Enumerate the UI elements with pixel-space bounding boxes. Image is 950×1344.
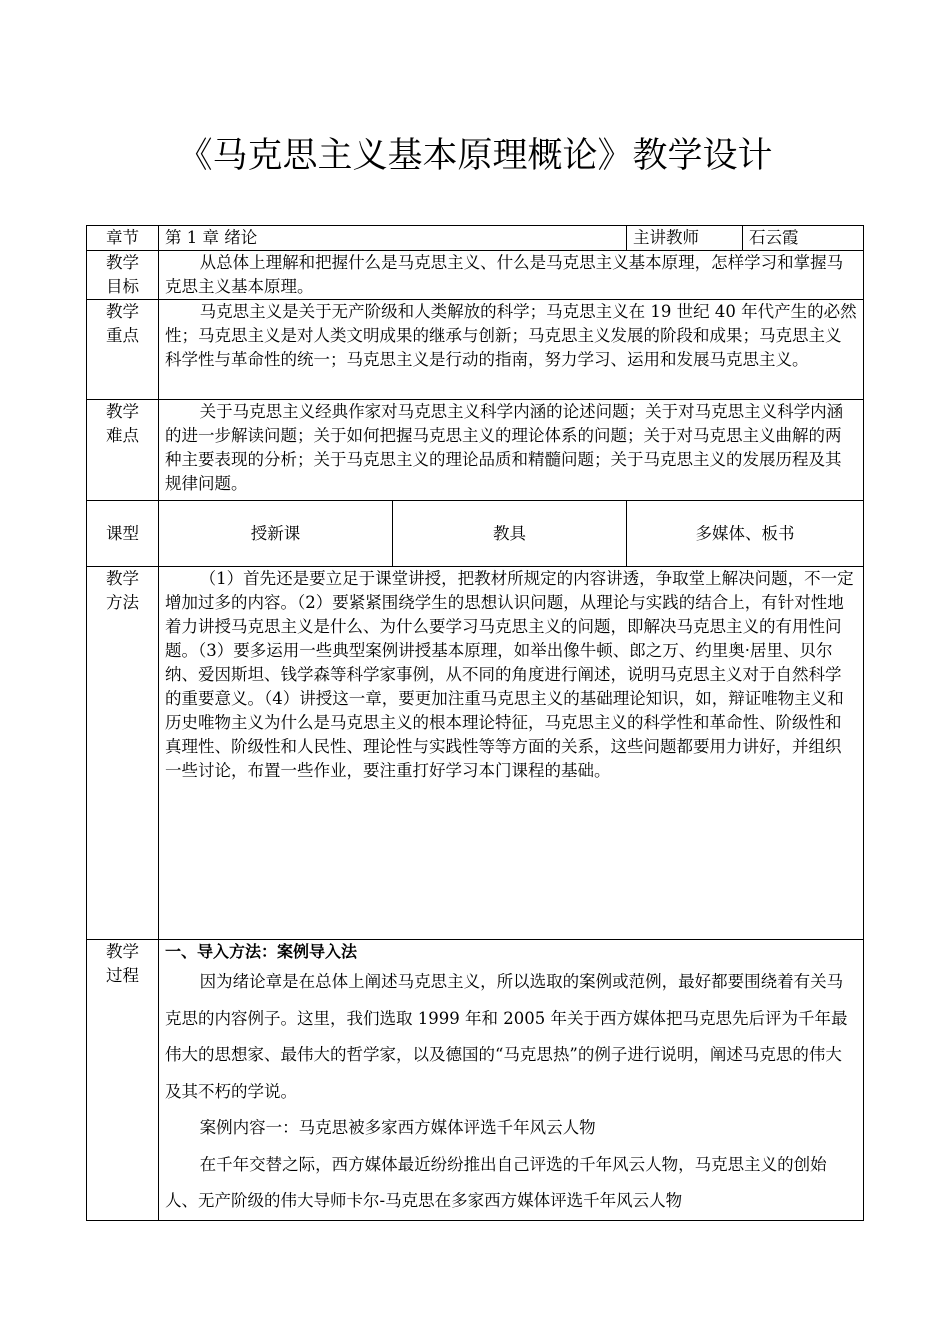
difficulties-label: 教学 难点 (87, 400, 159, 501)
process-heading: 一、导入方法：案例导入法 (165, 942, 358, 961)
methods-text: （1）首先还是要立足于课堂讲授，把教材所规定的内容讲透，争取堂上解决问题，不一定增加过多的内容。（2）要紧紧围绕学生的思想认识问题，从理论与实践的结合上，有针对性地着力讲授马克思主义是什么、为什么要学习马克思主义的问题，即解决马克思主义的有用性问题。（3）要多运用一些典型案例讲授基本原理，如举出像牛顿、郎之万、约里奥·居里、贝尔纳、爱因斯坦、钱学森等科学家事例，从不同的角度进行阐述，说明马克思主义对于自然科学的重要意义。（4）讲授这一章，要更加注重马克思主义的基础理论知识，如，辩证唯物主义和历史唯物主义为什么是马克思主义的根本理论特征，马克思主义的科学性和革命性、阶级性和真理性、阶级性和人民性、理论性与实践性等等方面的关系，这些问题都要用力讲好，并组织一些讨论，布置一些作业，要注重打好学习本门课程的基础。 (159, 567, 864, 940)
teacher-name: 石云霞 (743, 226, 864, 251)
lesson-plan-table (86, 225, 864, 1221)
objectives-text: 从总体上理解和把握什么是马克思主义、什么是马克思主义基本原理，怎样学习和掌握马克思主义基本原理。 (159, 251, 864, 300)
course-type-value: 授新课 (159, 501, 393, 567)
chapter-value: 第 1 章 绪论 (159, 226, 627, 251)
process-label: 教学 过程 (87, 940, 159, 1221)
process-content (159, 940, 864, 1221)
key-points-text: 马克思主义是关于无产阶级和人类解放的科学；马克思主义在 19 世纪 40 年代产生的必然性；马克思主义是对人类文明成果的继承与创新；马克思主义发展的阶段和成果；马克思主义科学性与革命性的统一；马克思主义是行动的指南，努力学习、运用和发展马克思主义。 (159, 300, 864, 400)
key-points-row (87, 300, 864, 400)
teaching-tools-label: 教具 (393, 501, 627, 567)
document-title: 《马克思主义基本原理概论》教学设计 (177, 136, 773, 176)
teaching-tools-value: 多媒体、板书 (627, 501, 864, 567)
difficulties-text: 关于马克思主义经典作家对马克思主义科学内涵的论述问题；关于对马克思主义科学内涵的进一步解读问题；关于如何把握马克思主义的理论体系的问题；关于对马克思主义曲解的两种主要表现的分析；关于马克思主义的理论品质和精髓问题；关于马克思主义的发展历程及其规律问题。 (159, 400, 864, 501)
difficulties-row (87, 400, 864, 501)
objectives-row (87, 251, 864, 300)
teacher-label: 主讲教师 (627, 226, 743, 251)
objectives-label: 教学 目标 (87, 251, 159, 300)
methods-label: 教学 方法 (87, 567, 159, 940)
process-row (87, 940, 864, 1221)
process-paragraph-2: 案例内容一：马克思被多家西方媒体评选千年风云人物 (199, 1118, 596, 1137)
course-type-row (87, 501, 864, 567)
process-paragraph-3: 在千年交替之际，西方媒体最近纷纷推出自己评选的千年风云人物，马克思主义的创始人、无产阶级的伟大导师卡尔-马克思在多家西方媒体评选千年风云人物 (165, 1154, 827, 1210)
chapter-row (87, 226, 864, 251)
methods-row (87, 567, 864, 940)
chapter-label: 章节 (87, 226, 159, 251)
course-type-label: 课型 (87, 501, 159, 567)
key-points-label: 教学 重点 (87, 300, 159, 400)
process-paragraph-1: 因为绪论章是在总体上阐述马克思主义，所以选取的案例或范例，最好都要围绕着有关马克思的内容例子。这里，我们选取 1999 年和 2005 年关于西方媒体把马克思先后评为千年最伟大的思想家、最伟大的哲学家，以及德国的“马克思热”的例子进行说明，阐述马克思的伟大及其不朽的学说。 (165, 972, 848, 1101)
